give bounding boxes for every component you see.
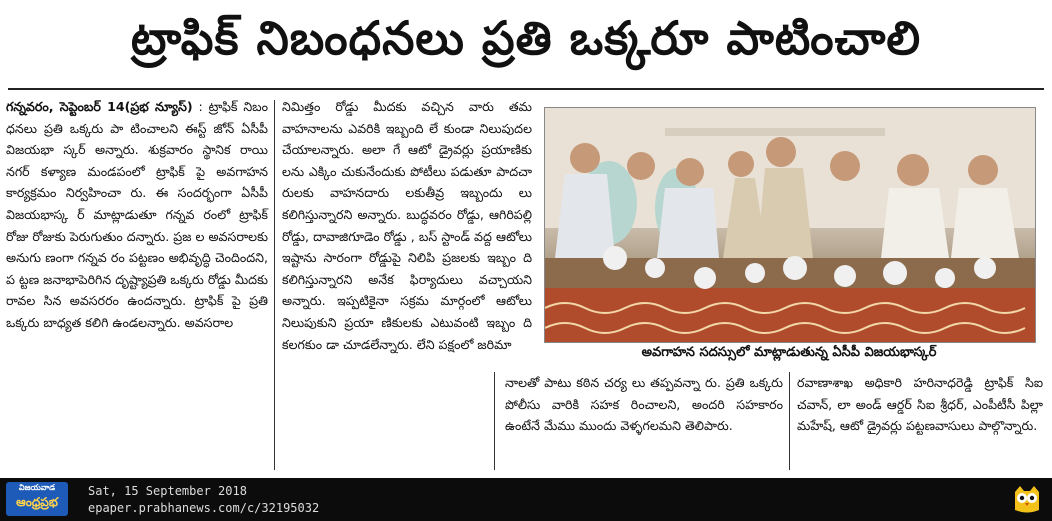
article-column-3 — [505, 372, 783, 437]
dateline: గన్నవరం, సెప్టెంబర్ 14(ప్రభ న్యూస్) — [6, 99, 193, 114]
headline: ట్రాఫిక్ నిబంధనలు ప్రతి ఒక్కరూ పాటించాలి — [130, 11, 922, 65]
edition-date: Sat, 15 September 2018 — [88, 484, 247, 498]
column-divider — [494, 372, 495, 470]
logo-edition: విజయవాడ — [18, 483, 56, 492]
photo-caption: అవగాహన సదస్సులో మాట్లాడుతున్న ఏసీపీ విజయభాస్కర్ — [641, 345, 937, 360]
owl-icon — [1010, 482, 1044, 516]
newspaper-logo — [6, 482, 68, 516]
event-photo — [544, 107, 1036, 343]
column-divider — [274, 100, 275, 470]
column-3-text: నాలతో పాటు కఠిన చర్య లు తప్పవన్నా రు. ప్రతి ఒక్కరు పోలీసు వారికి సహక రించాలని, అందరి సహకారం ఉంటేనే మేము ముందు వెళ్ళగలమని తెలిపారు. — [505, 375, 783, 434]
epaper-link[interactable]: epaper.prabhanews.com/c/32195032 — [88, 501, 320, 515]
column-1-text: : ట్రాఫిక్ నిబం ధనలు ప్రతి ఒక్కరు పా టించాలని ఈస్ట్ జోన్ ఏసీపీ విజయభా స్కర్ అన్నారు. శుక్రవారం స్థానిక రాయి నగర్ కళ్యాణ మండపంలో ట్రాఫిక్ పై అవగాహన కార్యక్రమం నిర్వహించా రు. ఈ సందర్భంగా ఏసీపీ విజయభాస్క ర్ మాట్లాడుతూ గన్నవ రంలో ట్రాఫిక్ రోజు రోజుకు పెరుగుతుం దన్నారు. ప్రజ ల అవసరాలకు అనుగు ణంగా గన్నవ రం పట్టణం అభివృద్ధి చెందిందని, ప ట్టణ జనాభాపెరిగిన దృష్ట్యాప్రతి ఒక్కరు రోడ్డు మీదకు రావల సిన అవసరరం ఉందన్నారు. ట్రాఫిక్ పై ప్రతి ఒక్కరు బాధ్యత కలిగి ఉండలన్నారు. అవసరాల — [6, 99, 268, 330]
article-column-2 — [282, 96, 532, 355]
epaper-footer — [0, 478, 1052, 521]
article-column-4 — [797, 372, 1043, 437]
article-column-1 — [6, 96, 268, 334]
headline-rule — [8, 88, 1044, 90]
column-2-text: నిమిత్తం రోడ్డు మీదకు వచ్చిన వారు తమ వాహనాలను ఎవరికి ఇబ్బంది లే కుండా నిలుపుదల చేయాలన్నారు. అలా గే ఆటో డ్రైవర్లు ప్రయాణికు లను ఎక్కిం చుకునేందుకు పోటీలు పడుతూ పాదచా రులకు వాహనదారు లకుతీవ్ర ఇబ్బందు లు కలిగిస్తున్నారని అన్నారు. బుద్ధవరం రోడ్డు, ఆగిరిపల్లి రోడ్డు, దావాజిగూడెం రోడ్డు , బస్ స్టాండ్ వద్ద ఆటోలు ఇష్టాను సారంగా రోడ్డుపై నిలిపి ప్రజలకు ఇబ్బం ది కలిగిస్తున్నారని అనేక ఫిర్యాదులు వచ్చాయని అన్నారు. ఇప్పటికైనా సక్రమ మార్గంలో ఆటోలు నిలుపుకుని ప్రయా ణికులకు ఎటువంటి ఇబ్బం ది కలగకుం డా చూడలేన్నారు. లేని పక్షంలో జరిమా — [282, 99, 532, 352]
column-divider — [789, 372, 790, 470]
event-photo-illustration — [545, 108, 1035, 342]
logo-name: ఆంధ్రప్రభ — [16, 495, 58, 509]
column-4-text: రవాణాశాఖ అధికారి హరినాధరెడ్డి ట్రాఫిక్ సిఐ చవాన్, లా అండ్ ఆర్డర్ సిఐ శ్రీధర్, ఎంపీటీసీ పిల్లా మహేష్, ఆటో డ్రైవర్లు పట్టణవాసులు పాల్గొన్నారు. — [797, 375, 1043, 434]
